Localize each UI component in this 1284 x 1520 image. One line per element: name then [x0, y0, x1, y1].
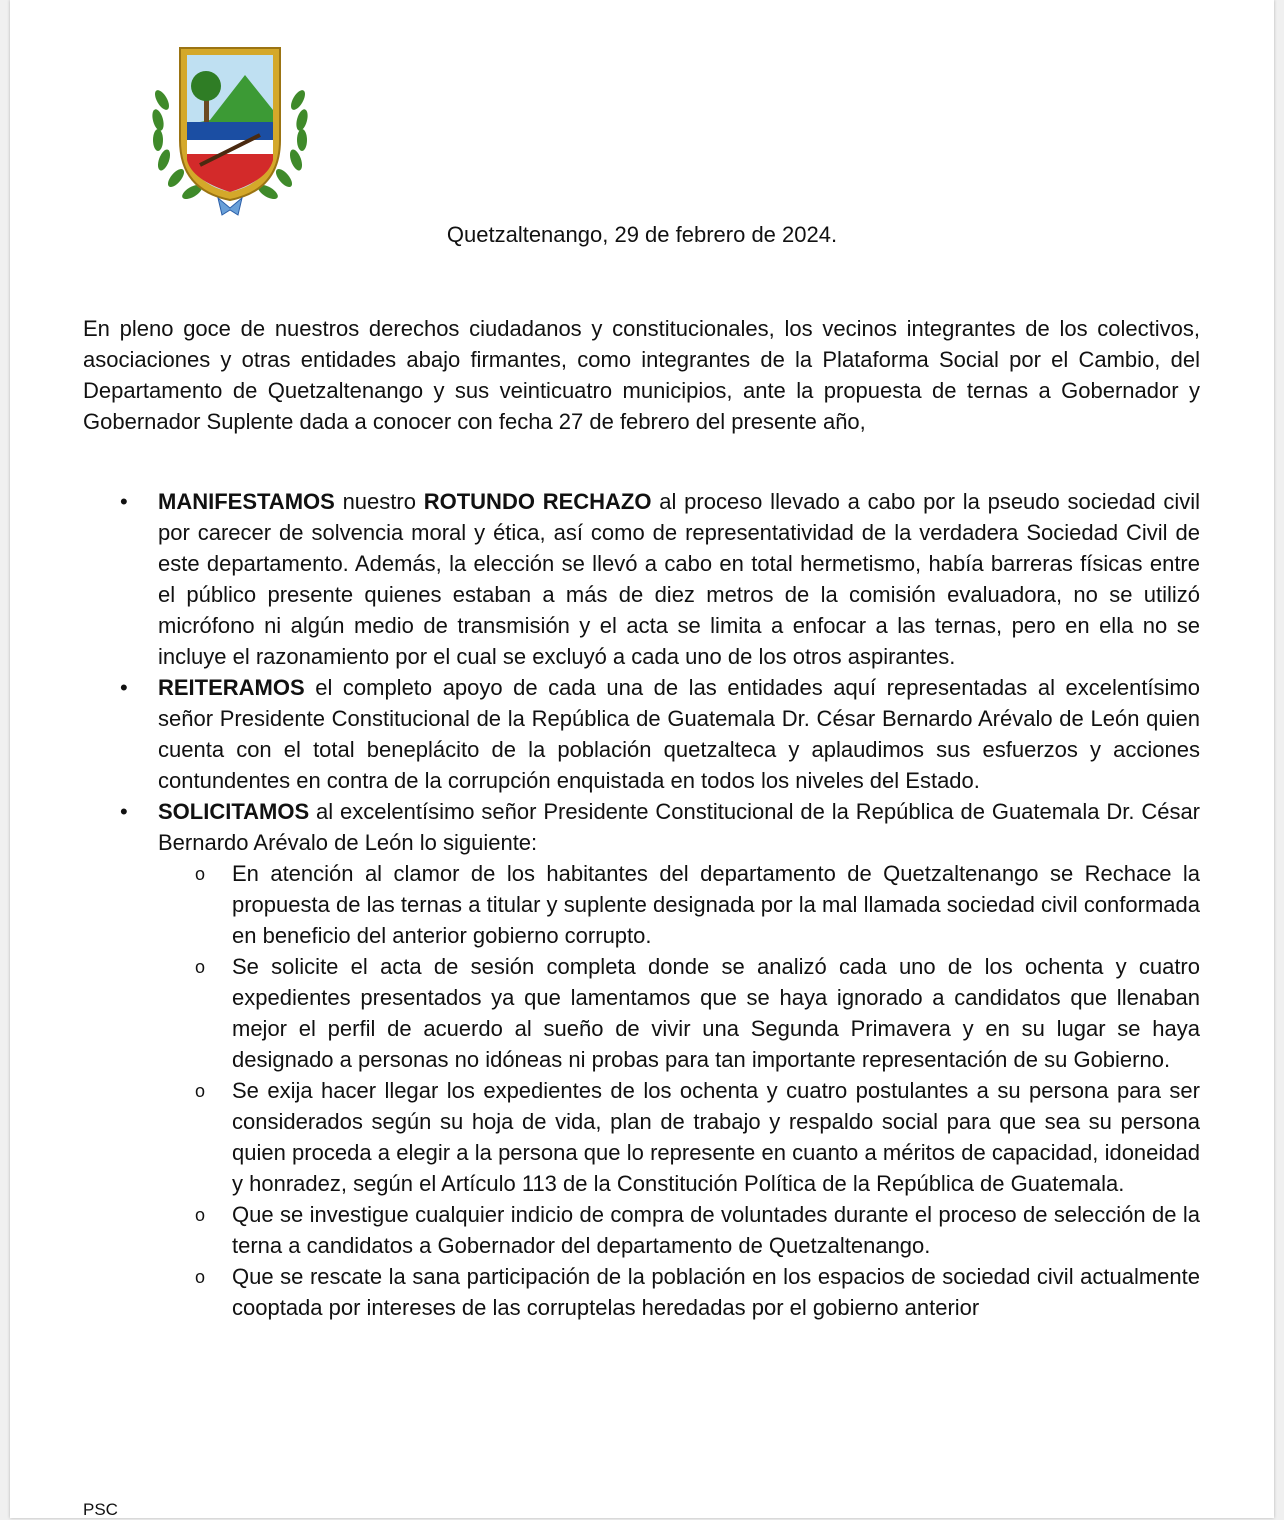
footer-initials: PSC: [83, 1500, 118, 1519]
bullet-icon: •: [120, 675, 128, 700]
bullet-lead: MANIFESTAMOS: [158, 489, 335, 514]
bullet-connector: nuestro: [334, 489, 424, 514]
bullet-item-solicitamos: [83, 796, 1200, 858]
sub-item-3: [83, 1075, 1200, 1199]
document-date: Quetzaltenango, 29 de febrero de 2024.: [446, 222, 838, 247]
sub-item-1: [83, 858, 1200, 951]
circle-bullet-icon: o: [195, 957, 206, 977]
circle-bullet-icon: o: [195, 1081, 206, 1101]
bullet-lead: REITERAMOS: [158, 675, 305, 700]
intro-paragraph: En pleno goce de nuestros derechos ciudadanos y constitucionales, los vecinos integrantes de los colectivos, asociaciones y otras entidades abajo firmantes, como integrantes de la Plataforma Social por el Cambio, del Departamento de Quetzaltenango y sus veinticuatro municipios, ante la propuesta de ternas a Gobernador y Gobernador Suplente dada a conocer con fecha 27 de febrero del presente año,: [83, 316, 1200, 434]
sub-item-text: Que se investigue cualquier indicio de compra de voluntades durante el proceso de selección de la terna a candidatos a Gobernador del departamento de Quetzaltenango.: [232, 1202, 1200, 1258]
bullet-icon: •: [120, 489, 128, 514]
bullet-lead: SOLICITAMOS: [158, 799, 310, 824]
sub-item-text: Se solicite el acta de sesión completa donde se analizó cada uno de los ochenta y cuatro expedientes presentados ya que lamentamos que se haya ignorado a candidatos que llenaban mejor el perfil de acuerdo al sueño de vivir una Segunda Primavera y en su lugar se haya designado a personas no idóneas ni probas para tan importante representación de su Gobierno.: [232, 954, 1200, 1072]
bullet-item-reiteramos: [83, 672, 1200, 796]
bullet-item-manifestamos: [83, 486, 1200, 672]
circle-bullet-icon: o: [195, 1205, 206, 1225]
coat-of-arms-icon: [140, 40, 320, 220]
circle-bullet-icon: o: [195, 1267, 206, 1287]
bullet-list: [83, 486, 1200, 1323]
sub-item-text: En atención al clamor de los habitantes del departamento de Quetzaltenango se Rechace la propuesta de las ternas a titular y suplente designada por la mal llamada sociedad civil conformada en beneficio del anterior gobierno corrupto.: [232, 861, 1200, 948]
circle-bullet-icon: o: [195, 864, 206, 884]
sub-item-5: [83, 1261, 1200, 1323]
document-page: [10, 0, 1274, 1518]
sub-item-2: [83, 951, 1200, 1075]
bullet-text: al excelentísimo señor Presidente Constitucional de la República de Guatemala Dr. César Bernardo Arévalo de León lo siguiente:: [158, 799, 1200, 855]
sub-item-text: Que se rescate la sana participación de la población en los espacios de sociedad civil actualmente cooptada por intereses de las corruptelas heredadas por el gobierno anterior: [232, 1264, 1200, 1320]
bullet-text: al proceso llevado a cabo por la pseudo sociedad civil por carecer de solvencia moral y ética, así como de representatividad de la verdadera Sociedad Civil de este departamento. Además, la elección se llevó a cabo en total hermetismo, había barreras físicas entre el público presente quienes estaban a más de diez metros de la comisión evaluadora, no se utilizó micrófono ni algún medio de transmisión y el acta se limita a enfocar a las ternas, pero en ella no se incluye el razonamiento por el cual se excluyó a cada uno de los otros aspirantes.: [158, 489, 1201, 669]
bullet-text: el completo apoyo de cada una de las entidades aquí representadas al excelentísimo señor Presidente Constitucional de la República de Guatemala Dr. César Bernardo Arévalo de León quien cuenta con el total beneplácito de la población quetzalteca y aplaudimos sus esfuerzos y acciones contundentes en contra de la corrupción enquistada en todos los niveles del Estado.: [158, 675, 1200, 793]
sub-item-text: Se exija hacer llegar los expedientes de los ochenta y cuatro postulantes a su persona para ser considerados según su hoja de vida, plan de trabajo y respaldo social para que sea su persona quien proceda a elegir a la persona que lo represente en cuanto a méritos de capacidad, idoneidad y honradez, según el Artículo 113 de la Constitución Política de la República de Guatemala.: [232, 1078, 1200, 1196]
bullet-icon: •: [120, 799, 128, 824]
sub-item-4: [83, 1199, 1200, 1261]
bullet-strong: ROTUNDO RECHAZO: [423, 489, 652, 514]
